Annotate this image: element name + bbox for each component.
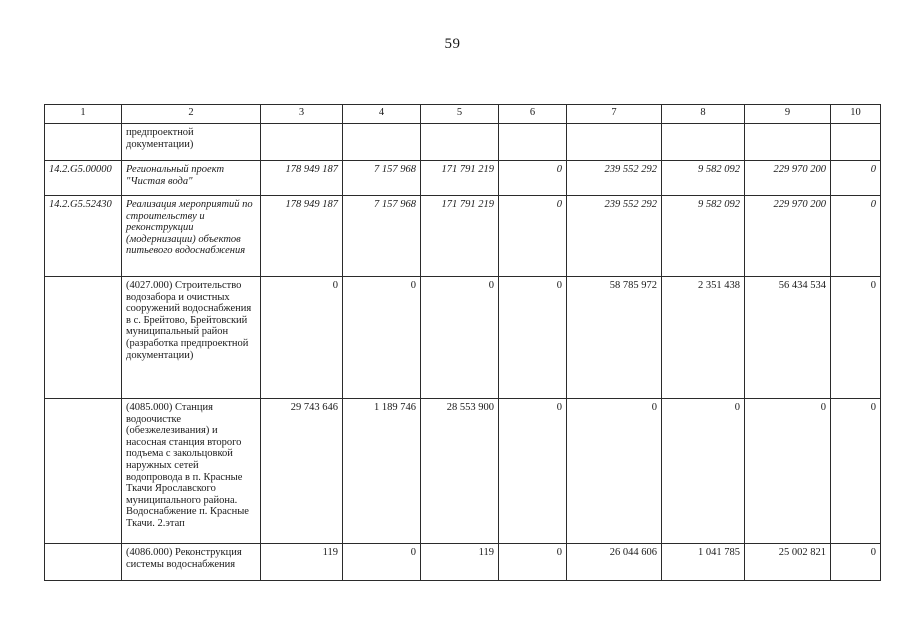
row-value: 119	[421, 544, 499, 581]
column-header: 10	[831, 105, 881, 124]
row-value: 0	[831, 277, 881, 399]
row-value	[831, 124, 881, 161]
row-value: 0	[831, 196, 881, 277]
column-header: 7	[567, 105, 662, 124]
row-value	[421, 124, 499, 161]
row-value: 58 785 972	[567, 277, 662, 399]
row-value: 119	[261, 544, 343, 581]
row-value: 1 041 785	[662, 544, 745, 581]
table-row	[45, 277, 881, 399]
row-value: 229 970 200	[745, 196, 831, 277]
row-value	[261, 124, 343, 161]
column-header: 5	[421, 105, 499, 124]
row-value	[499, 124, 567, 161]
row-value	[567, 124, 662, 161]
row-value: 9 582 092	[662, 161, 745, 196]
column-header: 4	[343, 105, 421, 124]
row-value: 0	[831, 544, 881, 581]
row-code	[45, 544, 122, 581]
row-value	[745, 124, 831, 161]
row-code	[45, 124, 122, 161]
row-name: (4086.000) Реконструкция системы водоснабжения	[122, 544, 261, 581]
row-value: 0	[421, 277, 499, 399]
column-header: 9	[745, 105, 831, 124]
row-code: 14.2.G5.52430	[45, 196, 122, 277]
row-name: Реализация мероприятий по строительству и реконструкции (модернизации) объектов питьевого водоснабжения	[122, 196, 261, 277]
row-value	[343, 124, 421, 161]
row-name: предпроектной документации)	[122, 124, 261, 161]
row-value: 25 002 821	[745, 544, 831, 581]
row-value: 2 351 438	[662, 277, 745, 399]
row-value: 0	[499, 196, 567, 277]
row-name: (4027.000) Строительство водозабора и очистных сооружений водоснабжения в с. Брейтово, Брейтовский муниципальный район (разработка предпроектной документации)	[122, 277, 261, 399]
row-value: 0	[499, 161, 567, 196]
row-value: 0	[499, 399, 567, 544]
row-value: 1 189 746	[343, 399, 421, 544]
row-value: 178 949 187	[261, 196, 343, 277]
row-value: 239 552 292	[567, 161, 662, 196]
row-value: 29 743 646	[261, 399, 343, 544]
row-value: 0	[662, 399, 745, 544]
row-value: 239 552 292	[567, 196, 662, 277]
column-header: 8	[662, 105, 745, 124]
budget-table	[44, 104, 881, 581]
table-row	[45, 124, 881, 161]
row-value: 28 553 900	[421, 399, 499, 544]
row-value: 171 791 219	[421, 196, 499, 277]
table-row	[45, 161, 881, 196]
row-value: 0	[745, 399, 831, 544]
row-value: 0	[343, 544, 421, 581]
row-value	[662, 124, 745, 161]
row-value: 0	[831, 161, 881, 196]
row-value: 171 791 219	[421, 161, 499, 196]
row-code	[45, 277, 122, 399]
row-value: 26 044 606	[567, 544, 662, 581]
row-value: 229 970 200	[745, 161, 831, 196]
row-value: 0	[343, 277, 421, 399]
row-value: 7 157 968	[343, 196, 421, 277]
column-header: 3	[261, 105, 343, 124]
column-header: 2	[122, 105, 261, 124]
column-number-row	[45, 105, 881, 124]
row-value: 0	[261, 277, 343, 399]
row-value: 0	[499, 277, 567, 399]
page-number: 59	[444, 36, 461, 52]
column-header: 6	[499, 105, 567, 124]
row-value: 56 434 534	[745, 277, 831, 399]
row-value: 178 949 187	[261, 161, 343, 196]
row-value: 0	[567, 399, 662, 544]
table-row	[45, 196, 881, 277]
column-header: 1	[45, 105, 122, 124]
table-row	[45, 544, 881, 581]
row-name: (4085.000) Станция водоочистке (обезжелезивания) и насосная станция второго подъема с закольцовкой наружных сетей водопровода в п. Красные Ткачи Ярославского муниципального района. Водоснабжение п. Красные Ткачи. 2.этап	[122, 399, 261, 544]
row-value: 0	[831, 399, 881, 544]
row-value: 0	[499, 544, 567, 581]
row-code: 14.2.G5.00000	[45, 161, 122, 196]
row-value: 7 157 968	[343, 161, 421, 196]
row-value: 9 582 092	[662, 196, 745, 277]
table-row	[45, 399, 881, 544]
row-code	[45, 399, 122, 544]
row-name: Региональный проект "Чистая вода"	[122, 161, 261, 196]
